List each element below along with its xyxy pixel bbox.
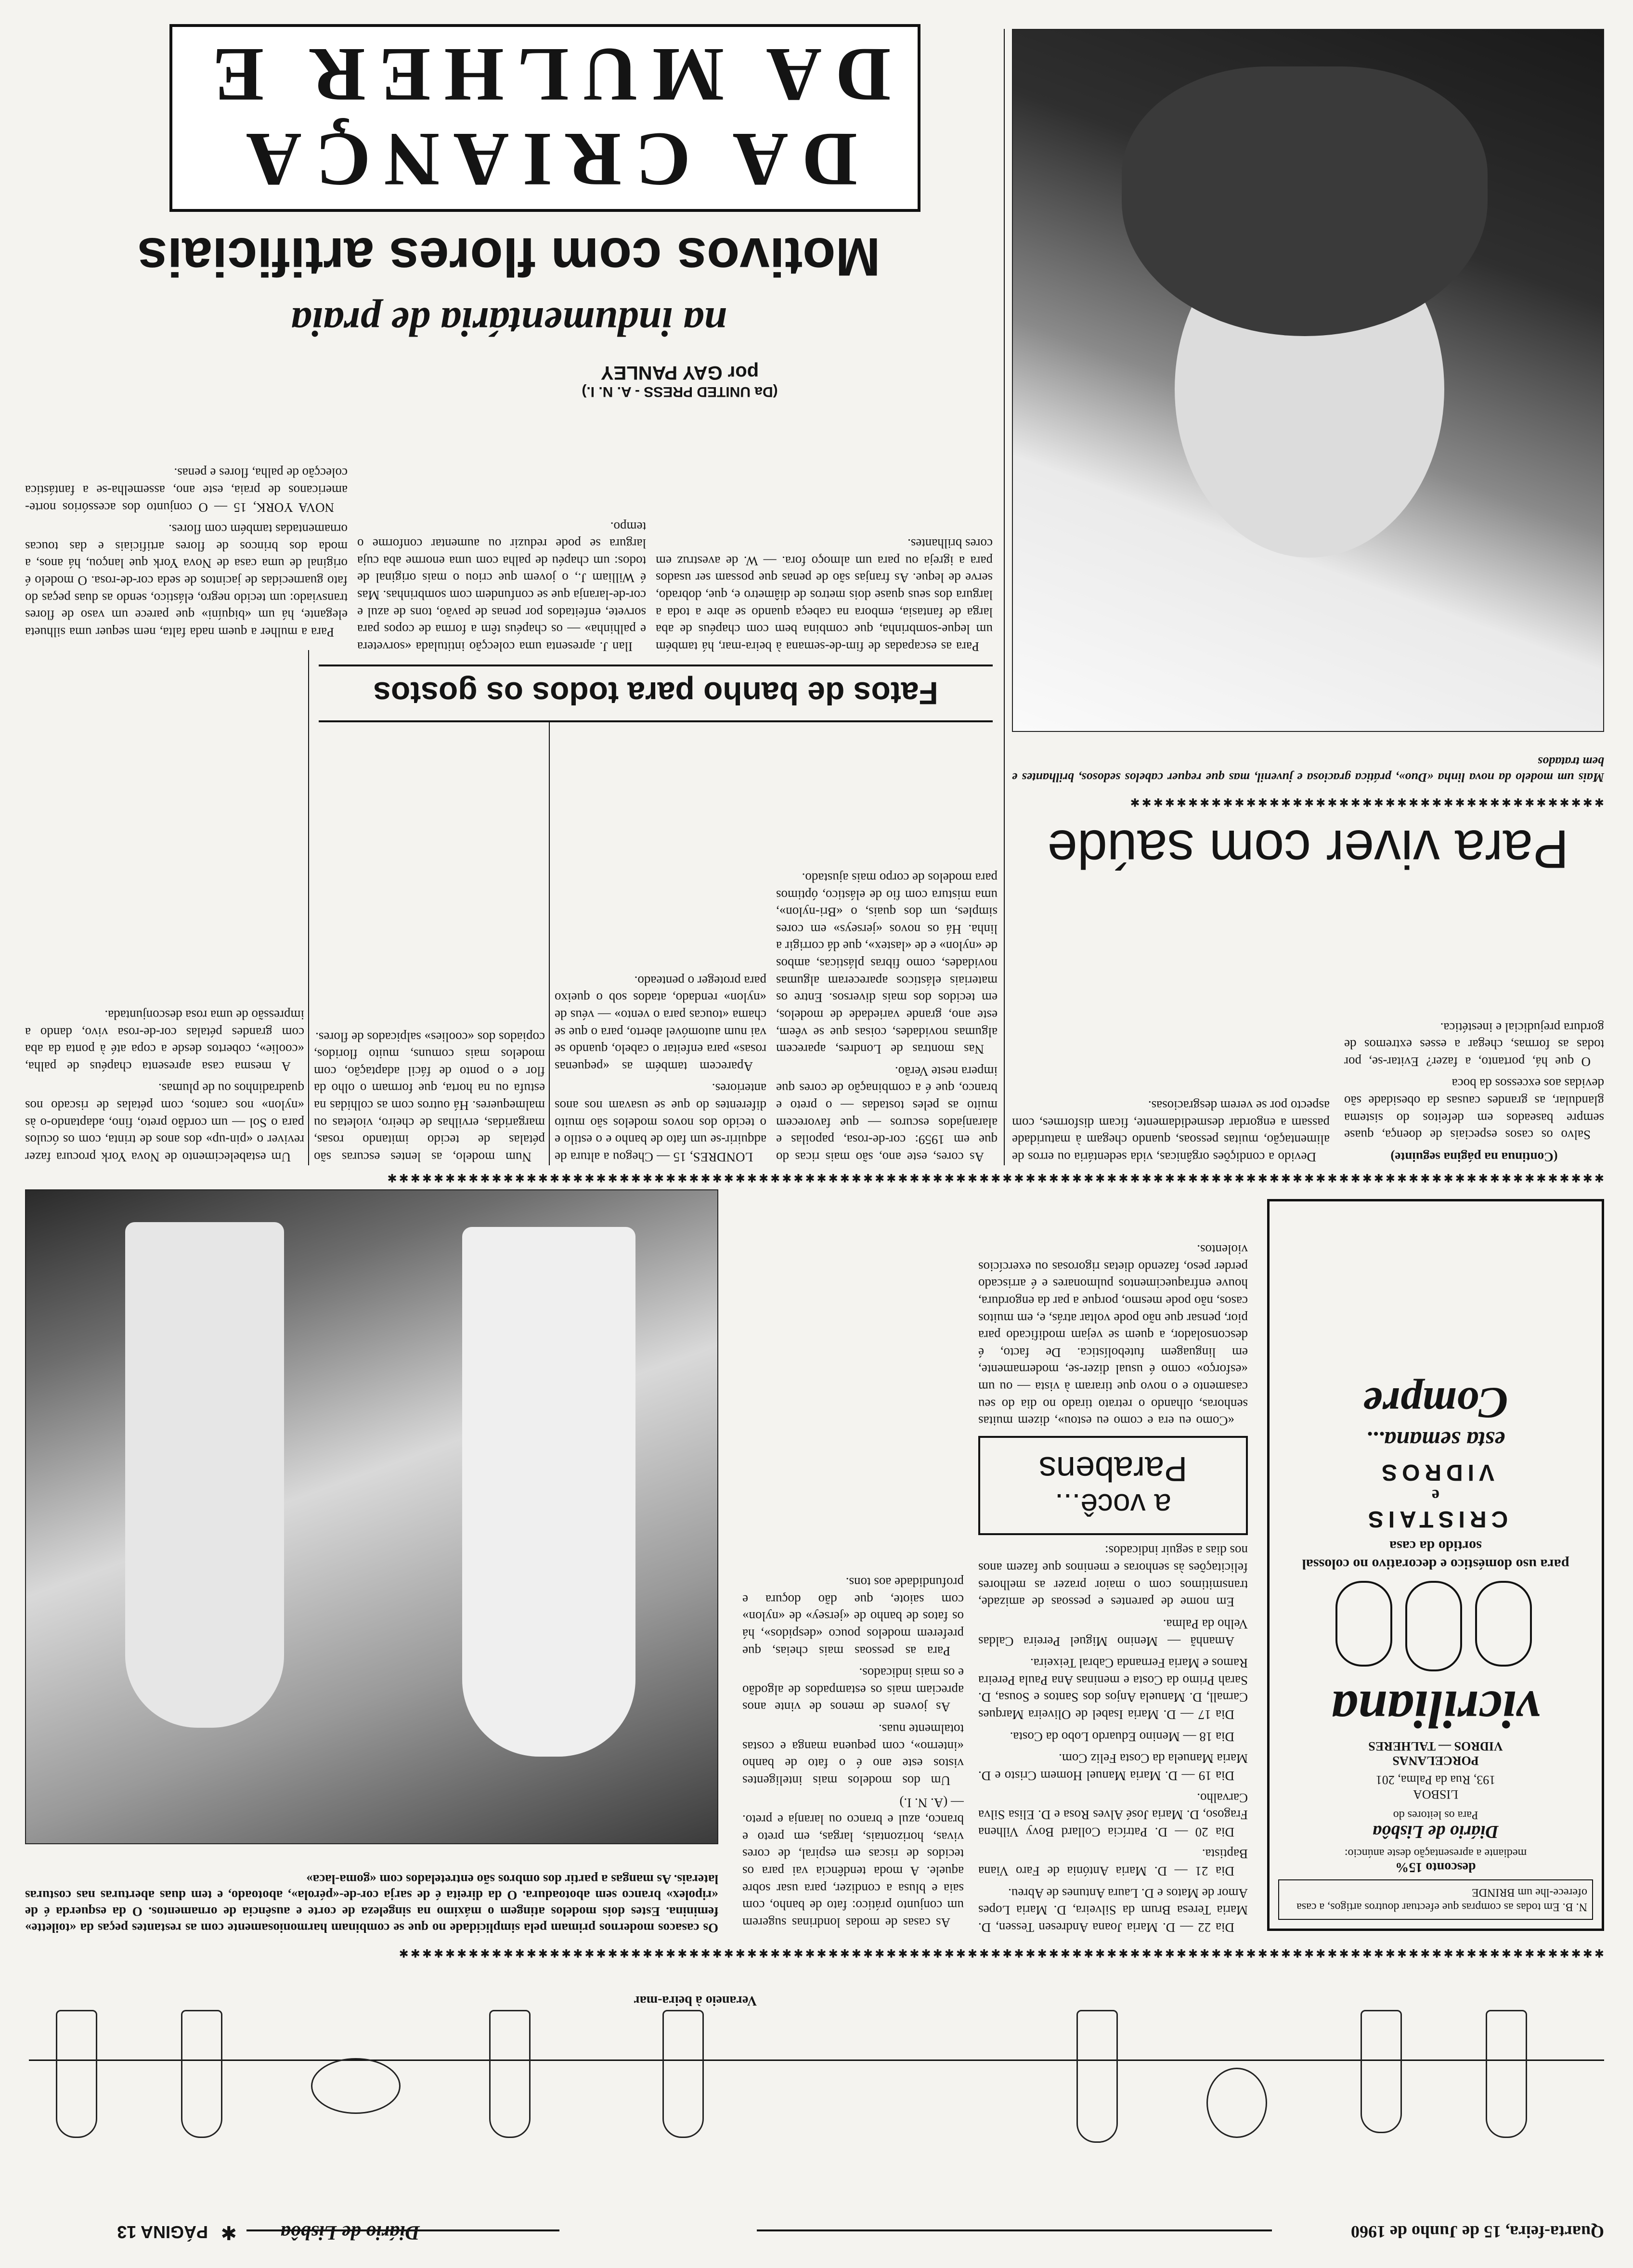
bather-figure-5 (662, 2010, 704, 2138)
ad-city: LISBOA (1413, 1787, 1458, 1801)
left-column (742, 1189, 1604, 1936)
saude-continua: (Continua na página seguinte) (1390, 1150, 1558, 1164)
coats-caption: Os casacos modernos primam pela simplicidade no que se combinam harmoniosamente com as restantes peças da «toilette» feminina. Estes dois modelos atingem o máximo na singeleza de corte e ausência de ornamentos. O da esquerda é de «ripolex» branco sem abotoadura. O da direita é de sarja cor-de-«pérola», abotoado, e tem duas aberturas nas costuras laterais. As mangas a partir dos ombros são entretelados com «goma-laca» (25, 1872, 718, 1935)
parabens-entry: Dia 22 — D. Maria Joana Andresen Tessen, D. Maria Teresa Brum da Silveira, D. Maria Lopes Amor de Matos e D. Laura Antunes de Abreu. (978, 1886, 1248, 1935)
bather-figure-1 (1486, 2010, 1527, 2138)
ad-nb: N. B. Em todas as compras que efectuar doutros artigos, a casa oferece-lhe um BRINDE (1296, 1886, 1587, 1913)
portrait-hair (1122, 66, 1488, 336)
portrait-caption: Mais um modelo da nova linha «Duo», prática graciosa e juvenil, mas que requer cabelos sedosos, brilhantes e bem tratados (1012, 755, 1604, 784)
fatos-column-upper (742, 1194, 964, 1936)
bather-figure-4 (1076, 2010, 1118, 2143)
fatos-headline-box (319, 665, 993, 722)
ad-desc: para uso doméstico e decorativo no colossal sortido da casa (1302, 1538, 1569, 1572)
ad-item1: VIDROS (1376, 1460, 1495, 1485)
header-date: Quarta-feira, 15 de Junho de 1960 (1351, 2222, 1604, 2242)
motivos-agency: (Da UNITED PRESS - A. N. I.) (582, 384, 778, 400)
ad-readers-paper: Diário de Lisbôa (1373, 1822, 1499, 1842)
motivos-paragraph: Um estabelecimento de Nova York procura fazer reviver o «pin-up» dos anos de trinta, com os óculos para o Sol — um cordão preto, fino, adaptando-o às «nylon» nos cantos, com pétalas de riscado nos quadradinhos ou de plumas. (25, 1081, 304, 1164)
fatos-paragraph: Para as pessoas mais cheias, que preferem modelos pouco «despidos», há os fatos de banho de «jersey» de «nylon» com saiote, que dão doçura e profundidade aos tons. (742, 1575, 964, 1658)
parabens-entry: Dia 19 — D. Maria Manuel Homem Cristo e D. Maria Manuela da Costa Feliz Com. (978, 1751, 1248, 1783)
star-divider-middle: ✱✱✱✱✱✱✱✱✱✱✱✱✱✱✱✱✱✱✱✱✱✱✱✱✱✱✱✱✱✱✱✱✱✱✱✱✱✱✱✱✱✱✱✱✱✱✱✱✱✱✱✱✱✱✱✱✱✱✱✱✱✱✱✱✱✱✱✱✱✱✱✱✱✱✱✱✱✱✱✱✱✱✱✱✱✱✱✱✱✱✱✱✱✱✱✱✱✱✱✱✱✱✱✱✱ (385, 1171, 1604, 1185)
ad-headline: Compre (1363, 1379, 1508, 1428)
ad-nb-box (1278, 1879, 1593, 1920)
column-rule (1004, 29, 1005, 1165)
column-rule (308, 650, 309, 1165)
ad-line2: PORCELANAS (1392, 1754, 1479, 1768)
coats-photo (25, 1189, 718, 1844)
column-rule (549, 722, 550, 1165)
star-divider-top: ✱✱✱✱✱✱✱✱✱✱✱✱✱✱✱✱✱✱✱✱✱✱✱✱✱✱✱✱✱✱✱✱✱✱✱✱✱✱✱✱✱✱✱✱✱✱✱✱✱✱✱✱✱✱✱✱✱✱✱✱✱✱✱✱✱✱✱✱✱✱✱✱✱✱✱✱✱✱✱✱✱✱✱✱✱✱✱✱✱✱✱✱✱✱✱✱✱✱✱✱✱✱✱✱ (397, 1946, 1604, 1960)
ad-discount-intro: mediante a apresentação deste anúncio: (1344, 1847, 1527, 1859)
bather-figure-7 (311, 2058, 401, 2114)
saude-paragraph: O que há, portanto, a fazer? Evitar-se, por todas as formas, chegar a esses extremos de gordura prejudicial e inestética. (1344, 1020, 1604, 1069)
beach-illustration (29, 1979, 1604, 2172)
header-star-icon: ✱ (220, 2222, 237, 2243)
model-left-silhouette (462, 1227, 635, 1757)
motivos-paragraph: A mesma casa apresenta chapéus de palha, «coolie», cobertos desde a copa até à ponta da aba com grandes pétalas cor-de-rosa vivo, dando a impressão de uma rosa desconjuntada. (25, 1008, 304, 1074)
saude-paragraph: Salvo os casos especiais de doença, quase sempre baseados em defeitos do sistema glandular, as grandes causas da obesidade são devidas aos excessos da boca (1344, 1076, 1604, 1143)
parabens-entry: Dia 18 — Menino Eduardo Lobo da Costa. (1010, 1729, 1234, 1744)
header-paper-name: Diário de Lisbôa (280, 2221, 420, 2243)
ad-item2: CRISTAIS (1363, 1506, 1508, 1532)
motivos-paragraph: Ilan J. apresenta uma colecção intitulada «sorvetera e palhinha» — os chapéus têm a forma de copos para sorvete, enfeitados por penas de pavão, tons de azul e cor-de-laranja que se confundem com sombrinhas. Mas é William J., o jovem que criou o mais original de todos: um chapéu de palha com uma enorme aba cuja largura se pode reduzir ou aumentar conforme o tempo. (357, 519, 646, 654)
fatos-paragraph: As cores, este ano, são mais ricas do que em 1959: cor-de-rosa, papoilas e alaranjados escuros — que favorecem muito as peles tostadas — o preto e branco, que é a combinação de cores que impera neste Verão. (776, 1064, 998, 1164)
motivos-paragraph: NOVA YORK, 15 — O conjunto dos acessórios norte-americanos de praia, este ano, assemelha-se a fantástica colecção de palha, flores e penas. (25, 466, 348, 515)
motivos-paragraph: Para as escapadas de fim-de-semana à beira-mar, há também um leque-sombrinha, que combina bem com chapéus de aba larga de fantasia, embora na cabeça quando se abre a toda a largura dos seus quase dois metros de diâmetro e, que, dobrado, serve de leque. As franjas são de penas que possam ser usados para a igreja ou para um almoço fora. — W. de avestruz em cores brilhantes. (656, 536, 993, 654)
parabens-subtitle: a você... (1055, 1487, 1171, 1522)
motivos-byline: por GAY PANLEY (600, 362, 759, 383)
motivos-column-3 (25, 650, 304, 1165)
ad-conj: e (1432, 1486, 1439, 1505)
saude-paragraph: Devido a condições orgânicas, vida sedentária ou erros de alimentação, muitas pessoas, quando chegam à maturidade passam a engordar desmedidamente, ficam disformes, com aspecto por se verem desgraciosas. (1012, 1098, 1330, 1164)
saude-headline: Para viver com saúde (1047, 819, 1569, 879)
star-divider-saude: ✱✱✱✱✱✱✱✱✱✱✱✱✱✱✱✱✱✱✱✱✱✱✱✱✱✱✱✱✱✱✱✱✱✱✱✱✱✱✱✱✱ (1128, 795, 1604, 809)
saude-column-2 (1012, 896, 1330, 1165)
bather-figure-2 (1361, 2010, 1402, 2133)
portrait-photo (1012, 29, 1604, 732)
fatos-paragraph: Nas montras de Londres, aparecem algumas novidades, coisas que se vêem, este ano, grande variedade de modelos, em tecidos dos mais diversos. Entre os materiais elásticos apareceram algumas novidades, como fibras plásticas, ambos de «nylon» e de «lastex», que dá corrigir a linha. Há os novos «jerseys» em cores simples, um dos quais, o «Bri-nylon», uma mistura com fio de elástico, óptimos para modelos de corpo mais ajustado. (776, 871, 998, 1057)
ad-readers: Para os leitores do (1393, 1809, 1478, 1821)
motivos-subhead: na indumentária de praia (291, 299, 727, 345)
parabens-entry: Dia 20 — D. Patrícia Collard Bovy Vilhena Fragoso, D. Maria José Alves Rosa e D. Elisa Silva Carvalho. (978, 1790, 1248, 1839)
ad-discount: desconto 15% (1395, 1860, 1476, 1875)
motivos-paragraph: Para a mulher a quem nada falta, nem sequer uma silhueta elegante, há um «biquíni» que parece um vaso de flores transviado: um tecido negro, elástico, sendo as duas peças do fato guarnecidas de jacintos de seda cor-de-rosa. O modelo é original de uma casa de Nova York que lançou, há anos, a moda dos brincos de flores artificiais e das toucas ornamentadas também com flores. (25, 522, 348, 639)
fatos-headline: Fatos de banho para todos os gostos (373, 676, 938, 711)
motivos-byline-block (367, 347, 993, 400)
parabens-title-box (978, 1436, 1248, 1535)
parabens-entry: Dia 17 — D. Maria Isabel de Oliveira Marques Carnall, D. Manuela Anjos dos Santos e Sousa, D. Sarah Primo da Costa e meninas Ana Paula Pereira Ramos e Maria Fernanda Cabral Teixeira. (978, 1656, 1248, 1722)
header-page-number: PÁGINA 13 (117, 2222, 208, 2242)
parabens-intro: Em nome de parentes e pessoas de amizade, transmitimos com o maior prazer as melhores felicitações às senhoras e meninos que fazem anos nos dias a seguir indicados: (978, 1543, 1248, 1610)
section-masthead (169, 24, 920, 212)
parabens-title: Parabens (1038, 1449, 1188, 1488)
fatos-paragraph: As jovens de menos de vinte anos apreciam mais os estampados de algodão e os mais indicados. (742, 1666, 964, 1715)
parabens-entry: Amanhã — Menino Miguel Pereira Caldas Velho da Palma. (978, 1617, 1248, 1649)
fatos-column-1 (776, 722, 998, 1165)
fatos-paragraph: LONDRES, 15 — Chegou a altura de adquirir-se um fato de banho e o estilo e o tecido dos novos modelos são muito diferentes do que se usavam nos anos anteriores. (555, 1081, 766, 1164)
page-header (29, 2215, 1604, 2249)
bather-figure-6 (489, 2010, 531, 2138)
parabens-entry: Dia 21 — D. Maria Antónia de Faro Viana Baptista. (978, 1847, 1248, 1879)
motivos-column-1 (656, 404, 993, 655)
beach-strip-caption: Veraneio à beira-mar (634, 1993, 757, 2008)
ad-line1: VIDROS — TALHERES (1368, 1739, 1503, 1753)
ad-tag: esta semana... (1366, 1427, 1505, 1454)
bather-figure-9 (56, 2010, 97, 2138)
fatos-paragraph: Aparecem também as «pequenas rosas» para enfeitar o cabelo, quando se vai num automóvel aberto, para o que se chama «toucas para o vento» — véus de «nylon» rendado, atados sob o queixo para proteger o penteado. (555, 973, 766, 1074)
motivos-column-4 (25, 404, 348, 640)
header-rule-left (757, 2229, 1272, 2231)
fatos-column-3 (314, 650, 545, 1165)
parabens-column (978, 1194, 1248, 1936)
model-right-silhouette (125, 1222, 284, 1728)
fatos-column-2 (555, 722, 766, 1165)
ad-brand: vicriliana (1331, 1680, 1540, 1739)
ad-address: 193, Rua da Palma, 201 (1375, 1773, 1496, 1787)
section-title-line1: DA MULHER E (199, 32, 891, 118)
mascot-2 (1405, 1581, 1462, 1671)
section-title-line2: DA CRIANÇA (233, 117, 857, 203)
mascot-3 (1335, 1581, 1392, 1667)
ad-compre (1267, 1199, 1604, 1931)
ad-mascots (1330, 1580, 1542, 1676)
saude-column-1 (1344, 896, 1604, 1165)
fatos-paragraph: Num modelo, as lentes escuras são pétalas de tecido imitando rosas, margaridas, ervilhas de cheiro, violetas ou malmequeres. Há outros com as colhidas na estufa ou na horta, que formam o olho da flor e o ponto de fácil adaptação, com modelos mais comuns, muito floridos, copiados dos «coolies» salpicados de flores. (314, 1030, 545, 1164)
fatos-paragraph: As casas de modas londrinas sugerem um conjunto prático: fato de banho, com saia e blusa a condizer, para usar sobre aquele. A moda tendência vai para os tecidos de riscas em espiral, de cores vivas, horizontais, largas, em preto e branco, azul e branco ou laranja e preto. — (A. N. I.) (742, 1795, 964, 1930)
motivos-headline: Motivos com flores artificiais (137, 227, 881, 287)
mascot-1 (1475, 1581, 1532, 1667)
fatos-paragraph: Um dos modelos mais inteligentes vistos este ano é o fato de banho «interno», com pequena manga e costas totalmente nuas. (742, 1722, 964, 1788)
bather-figure-3 (1206, 2068, 1267, 2138)
motivos-column-2 (357, 404, 646, 655)
saude-text-continued: «Como eu era e como eu estou», dizem muitas senhoras, olhando o retrato tirado no dia do seu casamento e o novo que tiraram à vista — ou um «esforço» como é usual dizer-se, modernamente, em linguagem futebolística. De facto, é desconsolador, a quem se vejam modificado para pior, pensar que não pode voltar atrás, e, em muitos casos, não pode mesmo, porque a par da engordura, houve enfraquecimentos pulmonares e é arriscado perder peso, fazendo dietas rigorosas ou exercícios violentos. (978, 1242, 1248, 1429)
bather-figure-8 (181, 2010, 222, 2138)
